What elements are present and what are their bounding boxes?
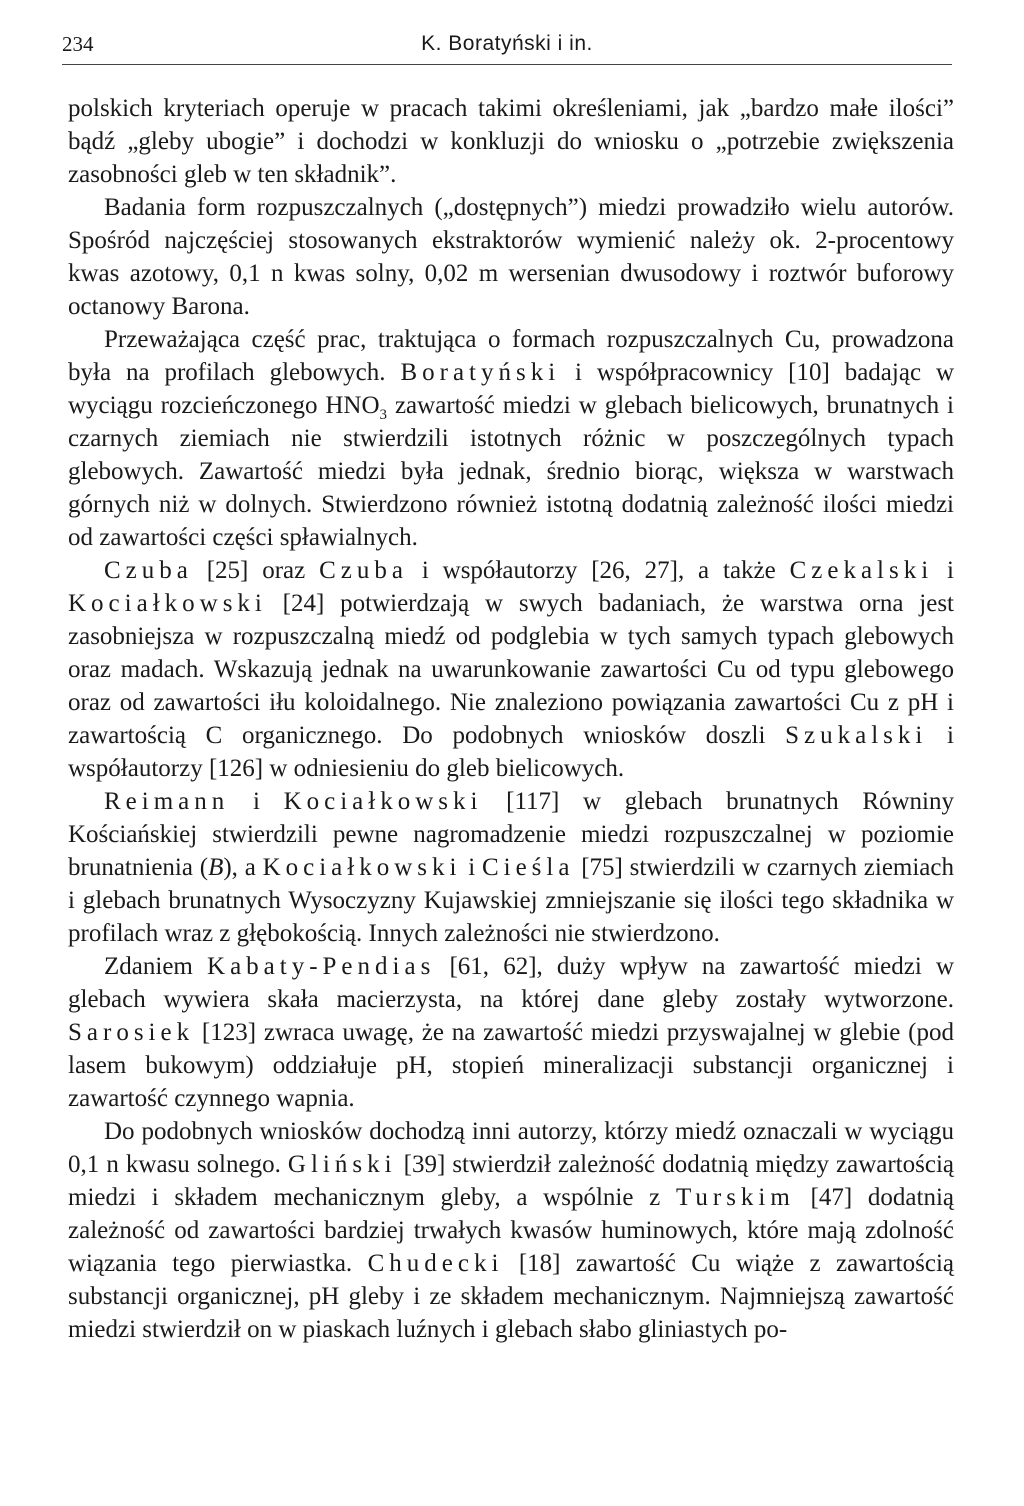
text-run: Do podobnych wniosków dochodzą inni autorzy, którzy miedź oznaczali w wyciągu 0,1 n kwasu solnego. — [68, 1118, 954, 1178]
text-run: zawartość miedzi w glebach bielicowych, brunatnych i czarnych ziemiach nie stwierdzili istotnych różnic w poszczególnych typach glebowych. Zawartość miedzi była jednak, średnio biorąc, większa w warstwach górnych niż w dolnych. Stwierdzono również istotną dodatnią zależność ilości miedzi od zawartości części spławialnych. — [68, 392, 954, 551]
text-run: Przeważająca część prac, traktująca o formach rozpuszczalnych Cu, prowadzona była na profilach glebowych. — [68, 326, 954, 386]
author-name: Sarosiek — [68, 1019, 195, 1046]
italic-symbol: B — [208, 854, 224, 881]
text-run: Zdaniem — [104, 953, 208, 980]
author-name: Kociałkowski — [68, 590, 267, 617]
paragraph — [68, 554, 954, 785]
text-run: i współautorzy [126] w odniesieniu do gleb bielicowych. — [68, 722, 955, 782]
paragraph — [68, 191, 954, 323]
text-run: [24] potwierdzają w swych badaniach, że warstwa orna jest zasobniejsza w rozpuszczalną miedź od podglebia w tych samych typach glebowych oraz madach. Wskazują jednak na uwarunkowanie zawartości Cu od typu glebowego oraz od zawartości iłu koloidalnego. Nie znaleziono powiązania zawartości Cu z pH i zawartością C organicznego. Do podobnych wniosków doszli — [68, 590, 954, 749]
page-header — [62, 28, 952, 65]
subscript: 3 — [379, 407, 388, 423]
text-run: Badania form rozpuszczalnych („dostępnych”) miedzi prowadziło wielu autorów. Spośród najczęściej stosowanych ekstraktorów wymienić należy ok. 2-procentowy kwas azotowy, 0,1 n kwas solny, 0,02 m wersenian dwusodowy i roztwór buforowy octanowy Barona. — [68, 194, 954, 320]
paragraph — [68, 1115, 954, 1346]
author-name: Kociałkowski — [283, 788, 483, 815]
text-run: i współautorzy [26, 27], a także — [407, 557, 790, 584]
author-name: Boratyński — [400, 359, 561, 386]
author-name: Kociałkowski — [262, 854, 462, 881]
author-name: Szukalski — [785, 722, 928, 749]
text-run: [39] stwierdził zależność dodatnią między zawartością miedzi i składem mechanicznym gleby, a wspólnie z — [68, 1151, 954, 1211]
paragraph — [68, 323, 954, 554]
text-run: [61, 62], duży wpływ na zawartość miedzi w glebach wywiera skała macierzysta, na której dane gleby zostały wytworzone. — [68, 953, 954, 1013]
author-name: Gliński — [287, 1151, 397, 1178]
paragraph — [68, 950, 954, 1115]
text-run: i — [461, 854, 482, 881]
author-name: Reimann — [104, 788, 230, 815]
running-head: K. Boratyński i in. — [421, 32, 593, 55]
text-run: polskich kryteriach operuje w pracach takimi określeniami, jak „bardzo małe ilości” bądź „gleby ubogie” i dochodzi w konkluzji do wniosku o „potrzebie zwiększenia zasobności gleb w ten składnik”. — [68, 95, 954, 188]
text-run: [123] zwraca uwagę, że na zawartość miedzi przyswajalnej w glebie (pod lasem bukowym) oddziałuje pH, stopień mineralizacji substancji organicznej i zawartość czynnego wapnia. — [68, 1019, 954, 1112]
text-run: [47] dodatnią zależność od zawartości bardziej trwałych kwasów huminowych, które mają zdolność wiązania tego pierwiastka. — [68, 1184, 954, 1277]
author-name: Kabaty-Pendias — [207, 953, 436, 980]
author-name: Cieśla — [481, 854, 575, 881]
text-run: ), a — [223, 854, 263, 881]
text-run: [117] w glebach brunatnych Równiny Kościańskiej stwierdzili pewne nagromadzenie miedzi rozpuszczalnej w poziomie brunatnienia ( — [68, 788, 954, 881]
author-name: Czuba — [319, 557, 408, 584]
author-name: Turskim — [675, 1184, 795, 1211]
body-text — [68, 92, 954, 1346]
text-run: [18] zawartość Cu wiąże z zawartością substancji organicznej, pH gleby i ze składem mechanicznym. Najmniejszą zawartość miedzi stwierdził on w piaskach luźnych i glebach słabo gliniastych po- — [68, 1250, 954, 1343]
text-run: i — [229, 788, 284, 815]
paragraph — [68, 785, 954, 950]
author-name: Czuba — [104, 557, 193, 584]
text-run: [25] oraz — [192, 557, 320, 584]
author-name: Chudecki — [367, 1250, 504, 1277]
text-run: [75] stwierdzili w czarnych ziemiach i glebach brunatnych Wysoczyzny Kujawskiej zmniejszanie się ilości tego składnika w profilach wraz z głębokością. Innych zależności nie stwierdzono. — [68, 854, 955, 947]
page-number: 234 — [62, 32, 94, 56]
paragraph — [68, 92, 954, 191]
author-name: Czekalski — [789, 557, 934, 584]
text-run: i współpracownicy [10] badając w wyciągu rozcieńczonego HNO — [68, 359, 954, 419]
text-run: i — [933, 557, 954, 584]
